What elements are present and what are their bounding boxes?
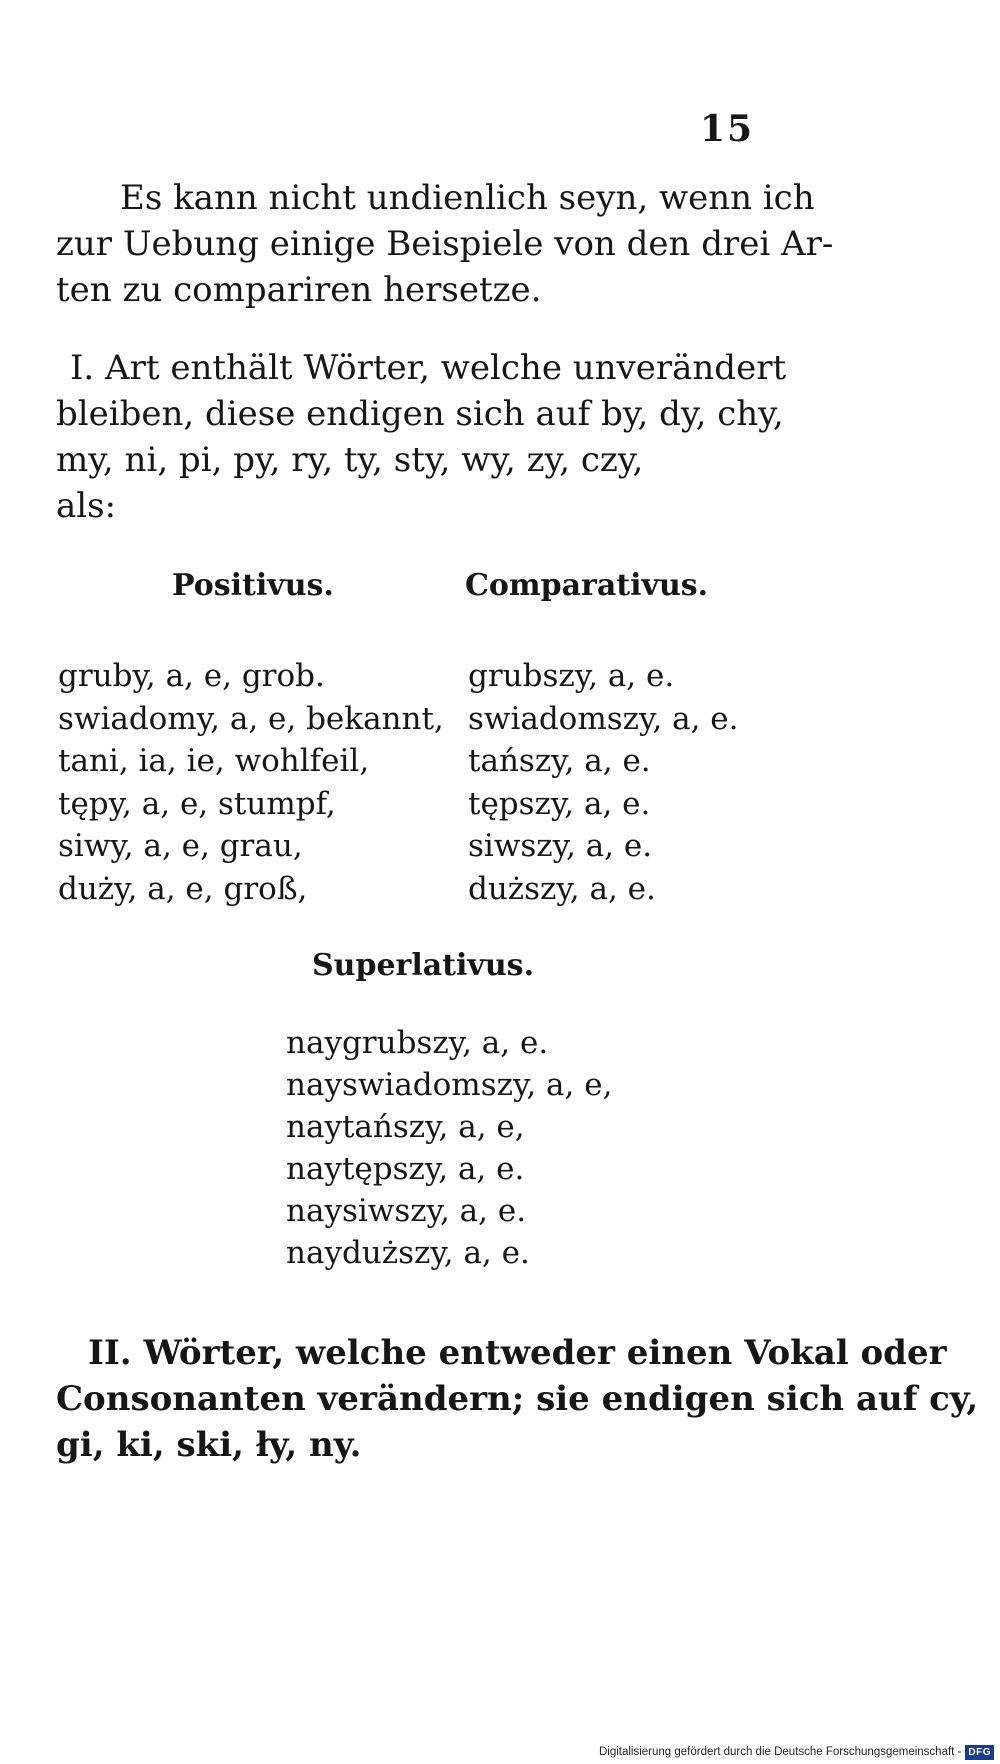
positive-row: gruby, a, e, grob. bbox=[58, 658, 325, 694]
intro-line: zur Uebung einige Beispiele von den drei Ar- bbox=[56, 224, 834, 264]
intro-line: Es kann nicht undienlich seyn, wenn ich bbox=[120, 178, 815, 218]
section-one-line: als: bbox=[56, 486, 117, 526]
comparative-column bbox=[468, 655, 738, 910]
positive-row: duży, a, e, groß, bbox=[58, 870, 308, 907]
comparative-row: siwszy, a, e. bbox=[468, 828, 653, 864]
positive-row: tępy, a, e, stumpf, bbox=[58, 785, 336, 822]
positive-row: siwy, a, e, grau, bbox=[58, 828, 303, 864]
comparative-row: tańszy, a, e. bbox=[468, 743, 651, 779]
intro-paragraph bbox=[56, 175, 834, 313]
section-two-line: II. Wörter, welche entweder einen Vokal oder bbox=[88, 1333, 947, 1373]
comparative-row: grubszy, a, e. bbox=[468, 658, 675, 694]
superlative-row: naytępszy, a, e. bbox=[286, 1151, 525, 1187]
intro-line: ten zu compariren hersetze. bbox=[56, 270, 542, 310]
superlative-heading: Superlativus. bbox=[312, 948, 535, 983]
footer-text: Digitalisierung gefördert durch die Deutsche Forschungsgemeinschaft - bbox=[598, 1746, 962, 1758]
page-number: 15 bbox=[700, 108, 755, 150]
digitization-footer bbox=[599, 1742, 994, 1762]
section-one-line: bleiben, diese endigen sich auf by, dy, chy, bbox=[56, 394, 784, 434]
superlative-column bbox=[286, 1022, 612, 1274]
positive-row: swiadomy, a, e, bekannt, bbox=[58, 700, 444, 737]
dfg-logo: DFG bbox=[965, 1745, 994, 1760]
section-two-paragraph bbox=[56, 1330, 979, 1468]
section-one-line: my, ni, pi, py, ry, ty, sty, wy, zy, czy, bbox=[56, 440, 644, 480]
comparative-row: tępszy, a, e. bbox=[468, 785, 651, 822]
superlative-row: naysiwszy, a, e. bbox=[286, 1193, 527, 1229]
comparative-row: duższy, a, e. bbox=[468, 870, 656, 907]
section-two-line: gi, ki, ski, ły, ny. bbox=[56, 1425, 362, 1465]
positive-column bbox=[58, 655, 444, 910]
positive-row: tani, ia, ie, wohlfeil, bbox=[58, 743, 370, 779]
superlative-row: naytańszy, a, e, bbox=[286, 1109, 525, 1145]
section-one-paragraph bbox=[56, 345, 787, 529]
positive-heading: Positivus. bbox=[172, 568, 334, 603]
superlative-row: nayduższy, a, e. bbox=[286, 1235, 530, 1271]
comparative-row: swiadomszy, a, e. bbox=[468, 700, 739, 737]
superlative-row: nayswiadomszy, a, e, bbox=[286, 1067, 613, 1103]
section-one-line: I. Art enthält Wörter, welche unverändert bbox=[70, 348, 787, 388]
section-two-line: Consonanten verändern; sie endigen sich auf cy, bbox=[56, 1379, 979, 1419]
superlative-row: naygrubszy, a, e. bbox=[286, 1025, 549, 1061]
comparative-heading: Comparativus. bbox=[465, 568, 709, 603]
